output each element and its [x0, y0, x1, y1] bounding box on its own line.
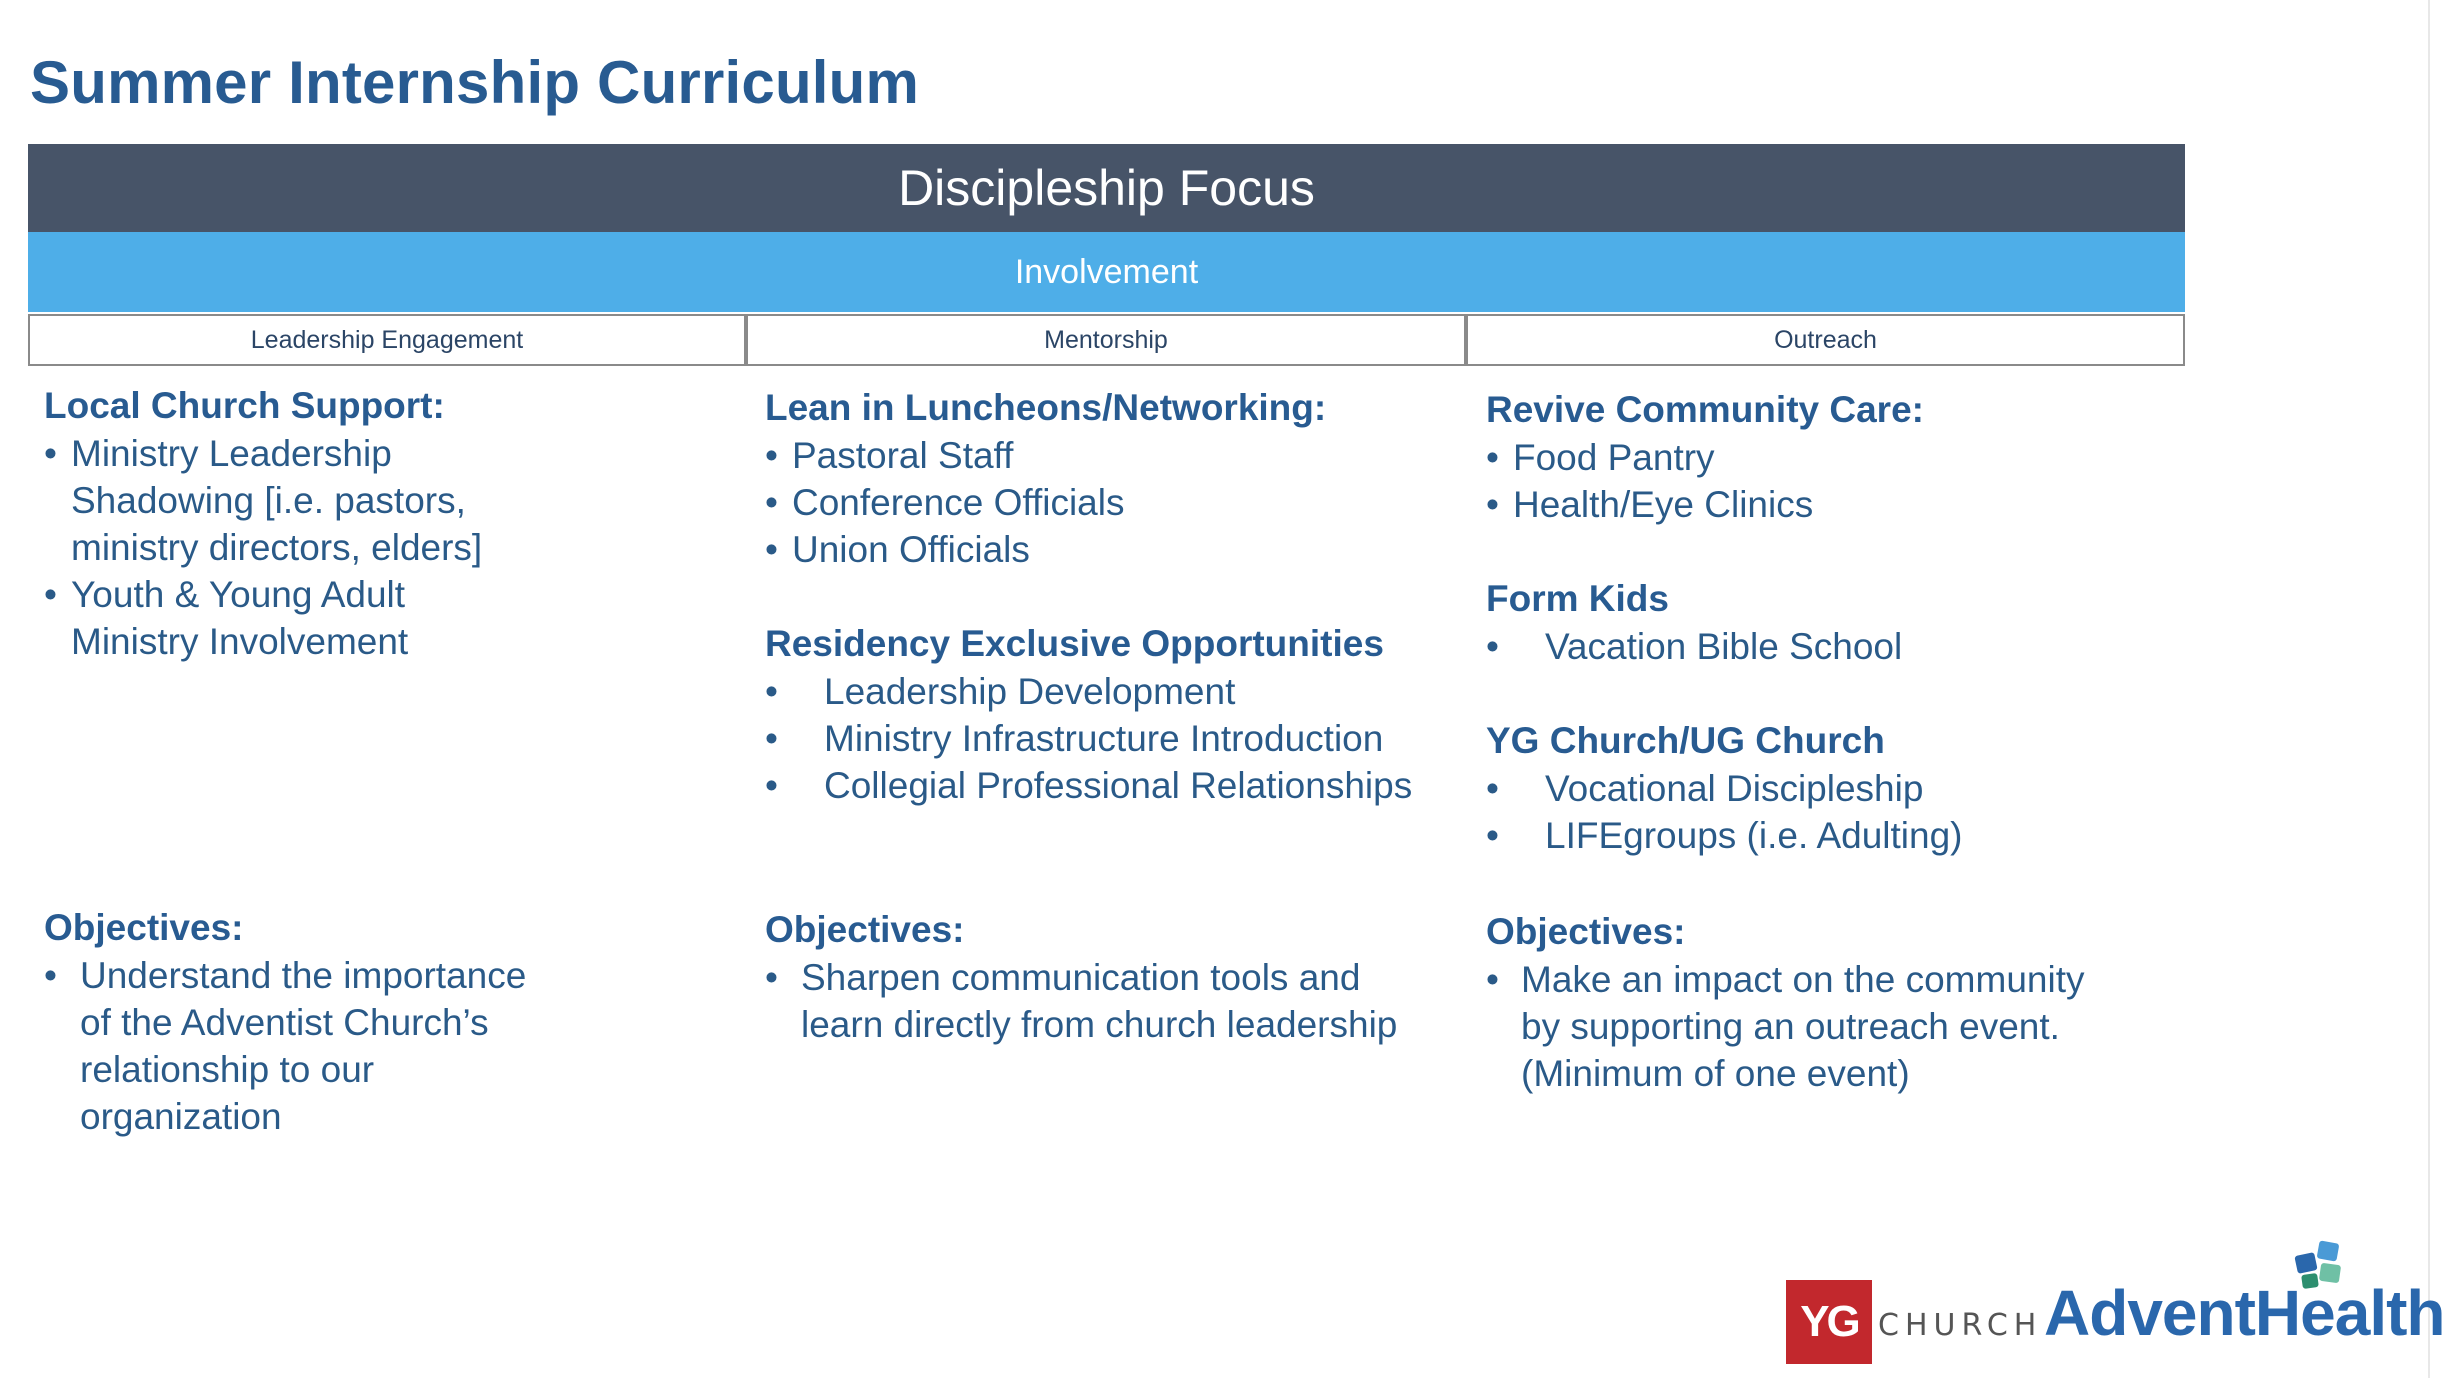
- spacer: [765, 573, 1465, 620]
- column-header-mentorship: [746, 314, 1466, 366]
- bullet-icon: •: [765, 957, 778, 998]
- banner-title: Discipleship Focus: [898, 160, 1315, 216]
- list-item-continuation: [44, 999, 744, 1046]
- objectives-leadership: [44, 904, 744, 1140]
- objectives-list: [1486, 956, 2186, 1097]
- bullet-list: [765, 668, 1465, 809]
- bullet-list: [1486, 623, 2186, 670]
- adventhealth-logo: AdventHealth: [2044, 1277, 2445, 1349]
- column-header-label: Outreach: [1774, 325, 1877, 354]
- column-header-leadership: [28, 314, 746, 366]
- list-item-text: (Minimum of one event): [1521, 1053, 1910, 1094]
- bullet-icon: •: [765, 765, 778, 806]
- list-item: [1486, 812, 2186, 859]
- section-heading: Residency Exclusive Opportunities: [765, 623, 1384, 664]
- list-item-continuation: [44, 1046, 744, 1093]
- list-item: [765, 762, 1465, 809]
- list-item-text: relationship to our: [80, 1049, 375, 1090]
- objectives-mentorship: [765, 906, 1465, 1048]
- subsection-banner: [28, 232, 2185, 312]
- bullet-icon: •: [765, 718, 778, 759]
- bullet-icon: •: [1486, 484, 1499, 525]
- yg-church-logo: [1786, 1280, 1872, 1364]
- objectives-list: [44, 952, 744, 1140]
- list-item: [1486, 481, 2186, 528]
- list-item-text: Health/Eye Clinics: [1513, 484, 1814, 525]
- bullet-icon: •: [1486, 815, 1499, 856]
- spacer: [1486, 670, 2186, 717]
- column-outreach: [1486, 386, 2186, 859]
- list-item-text: organization: [80, 1096, 282, 1137]
- section-heading: Lean in Luncheons/Networking:: [765, 387, 1327, 428]
- list-item-text: LIFEgroups (i.e. Adulting): [1545, 815, 1963, 856]
- list-item-text: Pastoral Staff: [792, 435, 1014, 476]
- list-item-text: Ministry Infrastructure Introduction: [824, 718, 1384, 759]
- list-item-text: Ministry Leadership: [71, 433, 392, 474]
- list-item: [44, 571, 744, 618]
- bullet-list: [1486, 434, 2186, 528]
- page-title: Summer Internship Curriculum: [30, 49, 920, 116]
- objectives-list: [765, 954, 1465, 1048]
- objectives-heading: Objectives:: [1486, 911, 1686, 952]
- list-item: [44, 952, 744, 999]
- column-header-label: Mentorship: [1044, 325, 1168, 354]
- bullet-icon: •: [1486, 437, 1499, 478]
- list-item: [1486, 765, 2186, 812]
- bullet-icon: •: [44, 433, 57, 474]
- objectives-heading: Objectives:: [765, 909, 965, 950]
- bullet-icon: •: [1486, 626, 1499, 667]
- list-item-text: Food Pantry: [1513, 437, 1715, 478]
- list-item-continuation: [44, 477, 744, 524]
- bullet-icon: •: [765, 482, 778, 523]
- list-item-continuation: [44, 524, 744, 571]
- list-item: [765, 668, 1465, 715]
- list-item-text: by supporting an outreach event.: [1521, 1006, 2060, 1047]
- bullet-icon: •: [765, 435, 778, 476]
- bullet-icon: •: [765, 529, 778, 570]
- list-item: [765, 715, 1465, 762]
- yg-logo-text: YG: [1800, 1297, 1858, 1346]
- list-item-text: learn directly from church leadership: [801, 1004, 1398, 1045]
- bullet-icon: •: [44, 574, 57, 615]
- column-mentorship: [765, 384, 1465, 809]
- list-item-text: Shadowing [i.e. pastors,: [71, 480, 466, 521]
- list-item-text: Collegial Professional Relationships: [824, 765, 1413, 806]
- bullet-list: [1486, 765, 2186, 859]
- objectives-heading: Objectives:: [44, 907, 244, 948]
- list-item-text: Conference Officials: [792, 482, 1125, 523]
- list-item-text: Leadership Development: [824, 671, 1236, 712]
- list-item: [765, 479, 1465, 526]
- list-item: [1486, 623, 2186, 670]
- church-logo-text: CHURCH: [1878, 1308, 2043, 1343]
- bullet-list: [44, 430, 744, 665]
- list-item-continuation: [1486, 1003, 2186, 1050]
- list-item-continuation: [44, 618, 744, 665]
- list-item-text: Vacation Bible School: [1545, 626, 1903, 667]
- list-item-continuation: [765, 1001, 1465, 1048]
- column-header-label: Leadership Engagement: [250, 325, 524, 354]
- bullet-list: [765, 432, 1465, 573]
- list-item: [1486, 434, 2186, 481]
- column-header-outreach: [1466, 314, 2185, 366]
- section-heading: Revive Community Care:: [1486, 389, 1924, 430]
- list-item: [765, 526, 1465, 573]
- bullet-icon: •: [765, 671, 778, 712]
- list-item-continuation: [44, 1093, 744, 1140]
- section-banner: [28, 144, 2185, 232]
- list-item-text: Understand the importance: [80, 955, 527, 996]
- bullet-icon: •: [1486, 768, 1499, 809]
- bullet-icon: •: [44, 955, 57, 996]
- banner-subtitle: Involvement: [1014, 252, 1199, 291]
- objectives-outreach: [1486, 908, 2186, 1097]
- list-item: [1486, 956, 2186, 1003]
- list-item-continuation: [1486, 1050, 2186, 1097]
- list-item-text: Sharpen communication tools and: [801, 957, 1361, 998]
- bullet-icon: •: [1486, 959, 1499, 1000]
- list-item-text: Youth & Young Adult: [71, 574, 406, 615]
- section-heading: Form Kids: [1486, 578, 1669, 619]
- column-leadership: [44, 382, 744, 665]
- list-item: [765, 432, 1465, 479]
- list-item-text: Ministry Involvement: [71, 621, 409, 662]
- list-item-text: ministry directors, elders]: [71, 527, 483, 568]
- section-heading: YG Church/UG Church: [1486, 720, 1885, 761]
- list-item-text: Vocational Discipleship: [1545, 768, 1924, 809]
- list-item-text: of the Adventist Church’s: [80, 1002, 489, 1043]
- section-heading: Local Church Support:: [44, 385, 445, 426]
- spacer: [1486, 528, 2186, 575]
- scrollbar-track[interactable]: [2428, 0, 2462, 1378]
- list-item: [765, 954, 1465, 1001]
- list-item-text: Union Officials: [792, 529, 1030, 570]
- list-item-text: Make an impact on the community: [1521, 959, 2085, 1000]
- list-item: [44, 430, 744, 477]
